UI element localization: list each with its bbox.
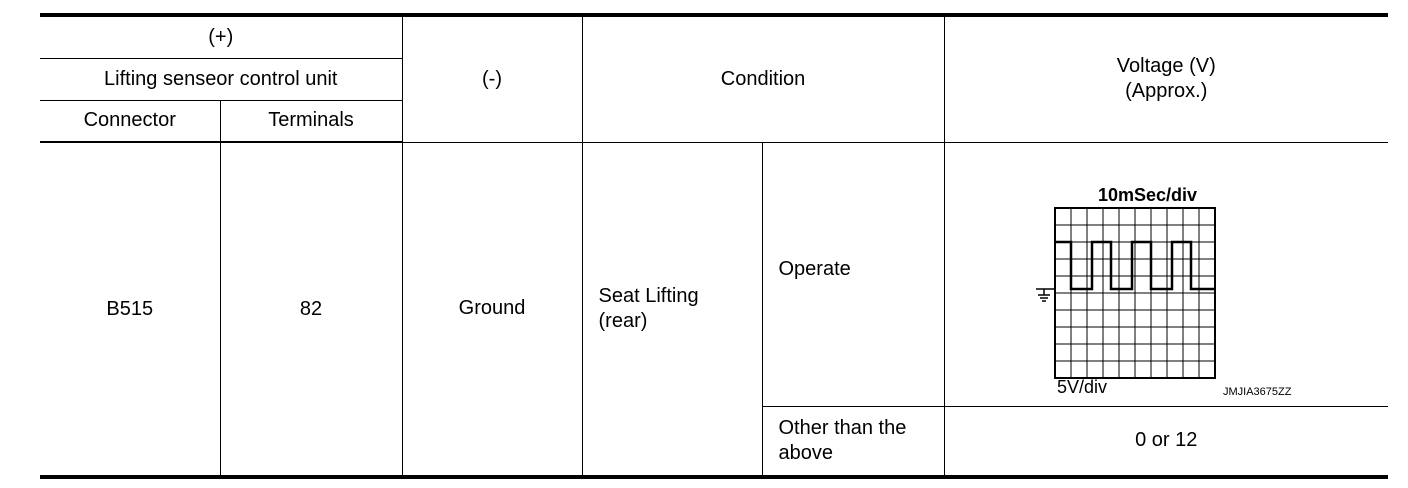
condition-operate-cell: Operate — [762, 142, 944, 406]
condition-other-line2: above — [778, 441, 833, 464]
scope-grid — [1055, 208, 1215, 378]
condition-other-line1: Other than the — [778, 416, 907, 439]
item-cell — [582, 142, 762, 477]
terminals-header: Terminals — [220, 100, 402, 142]
connector-cell: B515 — [40, 142, 220, 477]
condition-header: Condition — [582, 15, 944, 142]
voltage-header-line1: Voltage (V) — [1116, 55, 1216, 78]
plus-header: (+) — [40, 15, 402, 58]
ground-icon — [1036, 289, 1055, 301]
ground-cell: Ground — [402, 142, 582, 477]
voltage-header-line2: (Approx.) — [1125, 80, 1208, 103]
item-line2: (rear) — [598, 309, 648, 332]
waveform-graphic — [945, 143, 1388, 405]
figure-code: JMJIA3675ZZ — [1222, 386, 1291, 398]
waveform-cell — [944, 142, 1388, 406]
connector-header: Connector — [40, 100, 220, 142]
voltage-other-cell: 0 or 12 — [944, 406, 1388, 477]
item-line1: Seat Lifting — [598, 284, 699, 307]
volt-div-label: 5V/div — [1056, 377, 1107, 397]
unit-header: Lifting senseor control unit — [40, 58, 402, 100]
terminal-cell: 82 — [220, 142, 402, 477]
voltage-header — [944, 15, 1388, 142]
condition-other-cell — [762, 406, 944, 477]
time-div-label: 10mSec/div — [1097, 185, 1197, 205]
oscilloscope-waveform — [945, 143, 1389, 405]
terminal-spec-table — [40, 13, 1388, 479]
minus-header: (-) — [402, 15, 582, 142]
